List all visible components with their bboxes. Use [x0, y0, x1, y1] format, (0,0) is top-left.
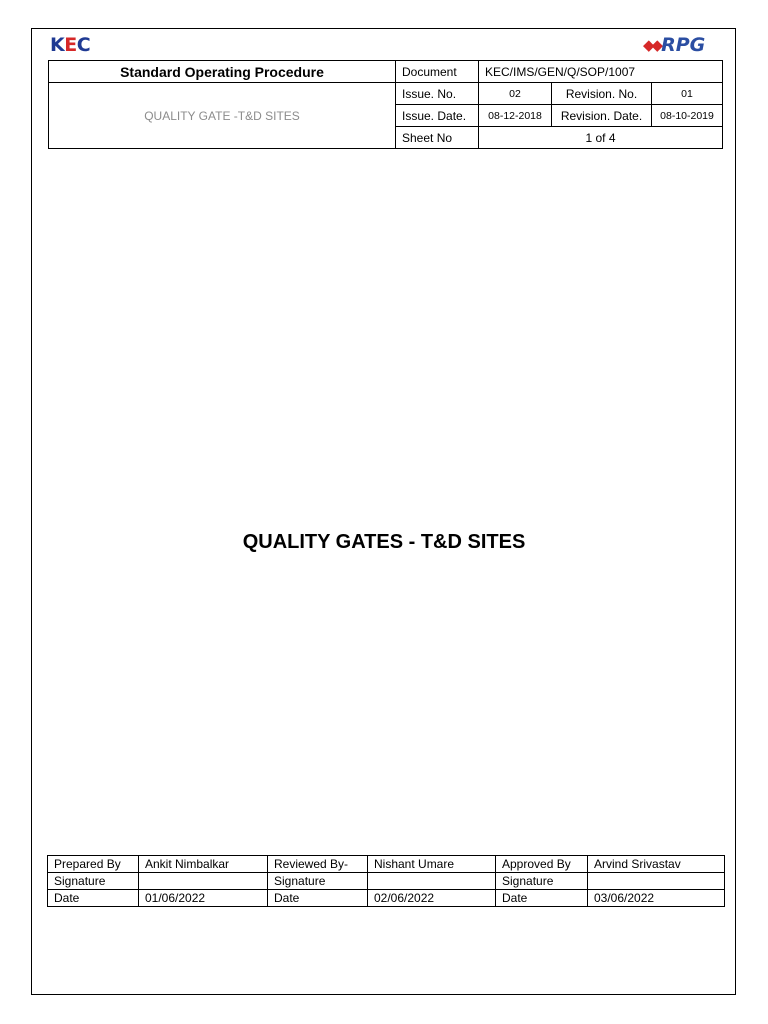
reviewed-by-name: Nishant Umare	[368, 856, 496, 873]
sop-title: Standard Operating Procedure	[49, 61, 396, 83]
prepared-date: 01/06/2022	[139, 890, 268, 907]
prepared-signature-label: Signature	[48, 873, 139, 890]
prepared-date-label: Date	[48, 890, 139, 907]
document-header-table	[48, 60, 723, 149]
issue-no-value: 02	[479, 83, 552, 105]
approved-date-label: Date	[496, 890, 588, 907]
prepared-signature-cell	[139, 873, 268, 890]
prepared-by-name: Ankit Nimbalkar	[139, 856, 268, 873]
prepared-by-label: Prepared By	[48, 856, 139, 873]
sheet-no-value: 1 of 4	[479, 127, 723, 149]
document-label: Document	[396, 61, 479, 83]
revision-no-label: Revision. No.	[552, 83, 652, 105]
reviewed-date: 02/06/2022	[368, 890, 496, 907]
approved-by-name: Arvind Srivastav	[588, 856, 725, 873]
sheet-no-label: Sheet No	[396, 127, 479, 149]
sop-subtitle: QUALITY GATE -T&D SITES	[49, 83, 396, 149]
page-border	[31, 28, 736, 995]
issue-date-label: Issue. Date.	[396, 105, 479, 127]
revision-no-value: 01	[652, 83, 723, 105]
reviewed-signature-label: Signature	[268, 873, 368, 890]
issue-date-value: 08-12-2018	[479, 105, 552, 127]
reviewed-by-label: Reviewed By-	[268, 856, 368, 873]
document-value: KEC/IMS/GEN/Q/SOP/1007	[479, 61, 723, 83]
revision-date-value: 08-10-2019	[652, 105, 723, 127]
kec-logo: KEC	[50, 34, 91, 56]
rpg-logo: ◆◆ RPG	[643, 34, 706, 56]
approved-by-label: Approved By	[496, 856, 588, 873]
main-title: QUALITY GATES - T&D SITES	[242, 531, 526, 553]
approved-signature-cell	[588, 873, 725, 890]
reviewed-date-label: Date	[268, 890, 368, 907]
signoff-table	[47, 855, 725, 907]
revision-date-label: Revision. Date.	[552, 105, 652, 127]
rpg-chevron-icon: ◆◆	[643, 36, 661, 54]
approved-date: 03/06/2022	[588, 890, 725, 907]
reviewed-signature-cell	[368, 873, 496, 890]
approved-signature-label: Signature	[496, 873, 588, 890]
issue-no-label: Issue. No.	[396, 83, 479, 105]
